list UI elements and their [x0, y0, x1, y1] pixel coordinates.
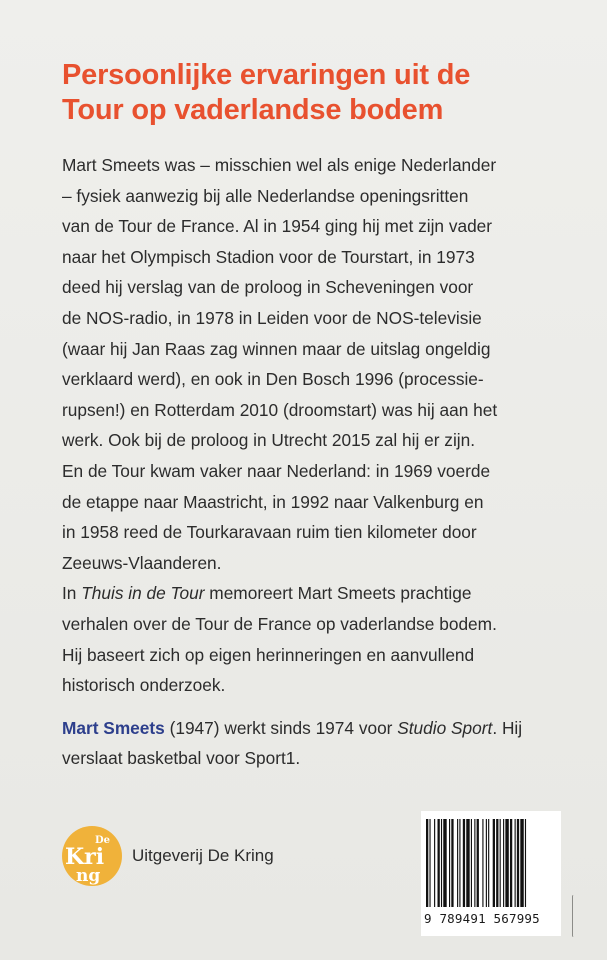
blurb-line: naar het Olympisch Stadion voor de Tourstart, in 1973: [62, 246, 475, 267]
barcode-bar: [486, 819, 487, 907]
barcode-bar: [471, 819, 472, 907]
blurb-line: historisch onderzoek.: [62, 675, 226, 696]
barcode-bar: [520, 819, 523, 907]
blurb-line: verhalen over de Tour de France op vaderlandse bodem.: [62, 613, 497, 634]
cover-title: [62, 58, 582, 128]
barcode-bar: [517, 819, 519, 907]
blurb-line: (waar hij Jan Raas zag winnen maar de uitslag ongeldig: [62, 338, 491, 359]
blurb-line: – fysiek aanwezig bij alle Nederlandse openingsritten: [62, 185, 469, 206]
publisher-name: Uitgeverij De Kring: [132, 846, 274, 865]
cover-crease: [572, 895, 575, 937]
barcode-bar: [459, 819, 460, 907]
barcode-bar: [503, 819, 504, 907]
blurb: [62, 150, 592, 701]
publisher-logo-graphic: [62, 826, 122, 886]
blurb-line: de NOS-radio, in 1978 in Leiden voor de NOS-televisie: [62, 307, 482, 328]
barcode-icon: [421, 811, 561, 911]
barcode-bar: [493, 819, 495, 907]
blurb-line: Hij baseert zich op eigen herinneringen en aanvullend: [62, 644, 475, 665]
blurb-line: in 1958 reed de Tourkaravaan ruim tien kilometer door: [62, 522, 477, 543]
blurb-line: de etappe naar Maastricht, in 1992 naar Valkenburg en: [62, 491, 484, 512]
blurb-line: verklaard werd), en ook in Den Bosch 1996 (processie-: [62, 369, 484, 390]
barcode-bar: [515, 819, 516, 907]
isbn-barcode: [421, 811, 561, 936]
barcode-bar: [505, 819, 508, 907]
barcode-bar: [443, 819, 446, 907]
blurb-line: rupsen!) en Rotterdam 2010 (droomstart) was hij aan het: [62, 399, 498, 420]
blurb-line: Zeeuws-Vlaanderen.: [62, 552, 222, 573]
barcode-bar: [429, 819, 430, 907]
program-name-italic: Studio Sport: [397, 718, 493, 738]
author-name: Mart Smeets: [62, 718, 165, 738]
barcode-bar: [441, 819, 442, 907]
title-line-1: Persoonlijke ervaringen uit de: [62, 59, 471, 91]
barcode-bar: [488, 819, 489, 907]
barcode-bar: [500, 819, 501, 907]
barcode-bar: [463, 819, 465, 907]
blurb-line: van de Tour de France. Al in 1954 ging hij met zijn vader: [62, 216, 493, 237]
book-title-italic: Thuis in de Tour: [81, 583, 205, 604]
barcode-bar: [434, 819, 435, 907]
blurb-line: werk. Ook bij de proloog in Utrecht 2015 zal hij er zijn.: [62, 430, 476, 451]
blurb-line: Mart Smeets was – misschien wel als enige Nederlander: [62, 155, 497, 175]
barcode-bar: [466, 819, 469, 907]
blurb-prefix: In: [62, 583, 82, 604]
barcode-bar: [449, 819, 450, 907]
logo-text-mid: Kri: [65, 844, 105, 870]
title-line-2: Tour op vaderlandse bodem: [62, 94, 444, 126]
barcode-bar: [451, 819, 453, 907]
blurb-line: deed hij verslag van de proloog in Scheveningen voor: [62, 277, 474, 298]
author-bio: [62, 713, 592, 773]
bio-middle: (1947) werkt sinds 1974 voor: [164, 718, 398, 738]
barcode-bar: [474, 819, 475, 907]
barcode-bar: [426, 819, 428, 907]
barcode-bar: [477, 819, 479, 907]
isbn-digits: 9 789491 567995: [424, 911, 540, 926]
publisher-logo-icon: [62, 826, 122, 886]
blurb-line: En de Tour kwam vaker naar Nederland: in 1969 voerde: [62, 460, 491, 481]
barcode-bar: [510, 819, 512, 907]
publisher-block: [62, 826, 274, 886]
barcode-bar: [438, 819, 440, 907]
bio-end: . Hij: [492, 718, 523, 738]
barcode-bar: [525, 819, 526, 907]
barcode-bar: [482, 819, 483, 907]
logo-text-bot: ng: [76, 866, 101, 886]
logo-text-top: De: [95, 835, 111, 846]
blurb-suffix: memoreert Mart Smeets prachtige: [204, 583, 472, 604]
barcode-bar: [496, 819, 498, 907]
barcode-bar: [457, 819, 458, 907]
blurb-line-book-title: [62, 578, 592, 609]
bio-line-2: verslaat basketbal voor Sport1.: [62, 748, 301, 768]
bio-line-1: [62, 713, 592, 743]
